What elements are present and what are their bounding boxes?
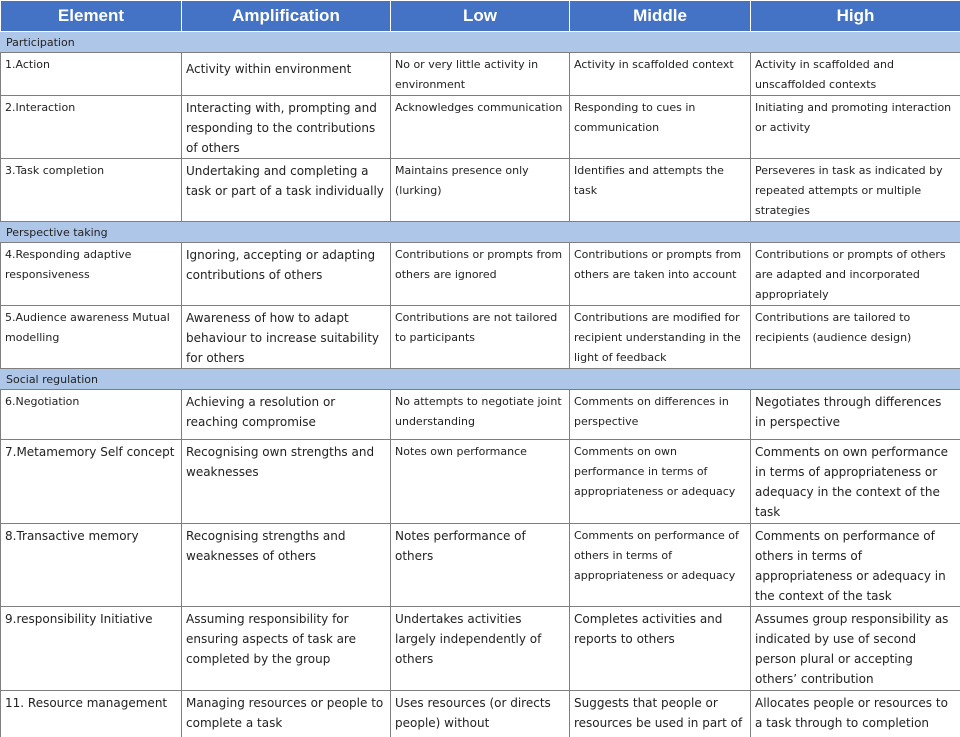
element-cell: 11. Resource management bbox=[1, 691, 182, 737]
header-low: Low bbox=[391, 1, 570, 32]
middle-cell: Contributions or prompts from others are taken into account bbox=[570, 243, 751, 306]
amplification-cell: Activity within environment bbox=[182, 53, 391, 96]
table-row bbox=[1, 306, 960, 369]
amplification-cell: Achieving a resolution or reaching compromise bbox=[182, 390, 391, 440]
high-cell: Contributions or prompts of others are adapted and incorporated appropriately bbox=[751, 243, 960, 306]
amplification-cell: Interacting with, prompting and responding to the contributions of others bbox=[182, 96, 391, 159]
middle-cell: Comments on own performance in terms of appropriateness or adequacy bbox=[570, 440, 751, 524]
element-cell: 5.Audience awareness Mutual modelling bbox=[1, 306, 182, 369]
high-cell: Negotiates through differences in perspective bbox=[751, 390, 960, 440]
element-cell: 4.Responding adaptive responsiveness bbox=[1, 243, 182, 306]
low-cell: Maintains presence only (lurking) bbox=[391, 159, 570, 222]
table-row bbox=[1, 390, 960, 440]
amplification-cell: Awareness of how to adapt behaviour to increase suitability for others bbox=[182, 306, 391, 369]
element-cell: 7.Metamemory Self concept bbox=[1, 440, 182, 524]
middle-cell: Comments on differences in perspective bbox=[570, 390, 751, 440]
section-participation bbox=[1, 32, 960, 53]
element-cell: 6.Negotiation bbox=[1, 390, 182, 440]
high-cell: Perseveres in task as indicated by repeated attempts or multiple strategies bbox=[751, 159, 960, 222]
section-title: Participation bbox=[1, 32, 960, 53]
high-cell: Activity in scaffolded and unscaffolded contexts bbox=[751, 53, 960, 96]
low-cell: Uses resources (or directs people) without bbox=[391, 691, 570, 737]
middle-cell: Suggests that people or resources be used in part of bbox=[570, 691, 751, 737]
table-row bbox=[1, 440, 960, 524]
amplification-cell: Assuming responsibility for ensuring aspects of task are completed by the group bbox=[182, 607, 391, 691]
low-cell: No attempts to negotiate joint understanding bbox=[391, 390, 570, 440]
low-cell: Contributions or prompts from others are ignored bbox=[391, 243, 570, 306]
high-cell: Allocates people or resources to a task through to completion bbox=[751, 691, 960, 737]
section-title: Social regulation bbox=[1, 369, 960, 390]
header-amplification: Amplification bbox=[182, 1, 391, 32]
middle-cell: Responding to cues in communication bbox=[570, 96, 751, 159]
high-cell: Contributions are tailored to recipients (audience design) bbox=[751, 306, 960, 369]
middle-cell: Identifies and attempts the task bbox=[570, 159, 751, 222]
low-cell: Acknowledges communication bbox=[391, 96, 570, 159]
low-cell: Undertakes activities largely independently of others bbox=[391, 607, 570, 691]
amplification-cell: Recognising strengths and weaknesses of others bbox=[182, 524, 391, 607]
element-cell: 1.Action bbox=[1, 53, 182, 96]
middle-cell: Activity in scaffolded context bbox=[570, 53, 751, 96]
header-row bbox=[1, 1, 960, 32]
low-cell: Notes own performance bbox=[391, 440, 570, 524]
high-cell: Comments on own performance in terms of appropriateness or adequacy in the context of the task bbox=[751, 440, 960, 524]
high-cell: Assumes group responsibility as indicated by use of second person plural or accepting others’ contribution bbox=[751, 607, 960, 691]
middle-cell: Comments on performance of others in terms of appropriateness or adequacy bbox=[570, 524, 751, 607]
amplification-cell: Undertaking and completing a task or part of a task individually bbox=[182, 159, 391, 222]
table-row bbox=[1, 96, 960, 159]
high-cell: Initiating and promoting interaction or activity bbox=[751, 96, 960, 159]
table-row bbox=[1, 243, 960, 306]
table-row bbox=[1, 159, 960, 222]
amplification-cell: Ignoring, accepting or adapting contributions of others bbox=[182, 243, 391, 306]
high-cell: Comments on performance of others in terms of appropriateness or adequacy in the context of the task bbox=[751, 524, 960, 607]
element-cell: 2.Interaction bbox=[1, 96, 182, 159]
header-element: Element bbox=[1, 1, 182, 32]
table-row bbox=[1, 691, 960, 737]
header-middle: Middle bbox=[570, 1, 751, 32]
element-cell: 9.responsibility Initiative bbox=[1, 607, 182, 691]
amplification-cell: Recognising own strengths and weaknesses bbox=[182, 440, 391, 524]
middle-cell: Completes activities and reports to others bbox=[570, 607, 751, 691]
low-cell: Notes performance of others bbox=[391, 524, 570, 607]
header-high: High bbox=[751, 1, 960, 32]
element-cell: 8.Transactive memory bbox=[1, 524, 182, 607]
table-row bbox=[1, 53, 960, 96]
low-cell: No or very little activity in environment bbox=[391, 53, 570, 96]
low-cell: Contributions are not tailored to participants bbox=[391, 306, 570, 369]
middle-cell: Contributions are modified for recipient understanding in the light of feedback bbox=[570, 306, 751, 369]
section-title: Perspective taking bbox=[1, 222, 960, 243]
section-perspective-taking bbox=[1, 222, 960, 243]
element-cell: 3.Task completion bbox=[1, 159, 182, 222]
table-row bbox=[1, 607, 960, 691]
amplification-cell: Managing resources or people to complete a task bbox=[182, 691, 391, 737]
section-social-regulation bbox=[1, 369, 960, 390]
table-row bbox=[1, 524, 960, 607]
